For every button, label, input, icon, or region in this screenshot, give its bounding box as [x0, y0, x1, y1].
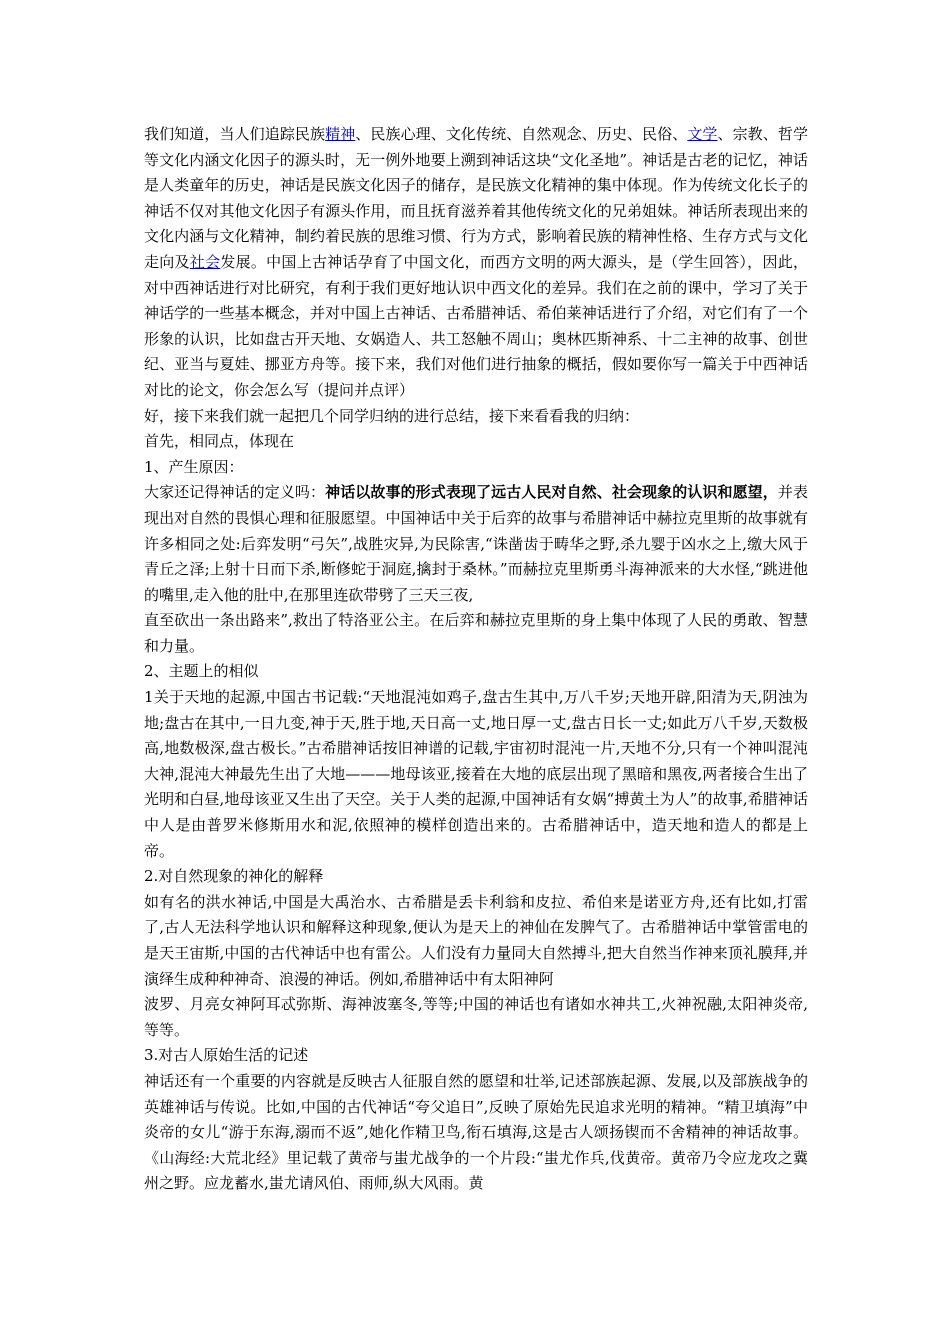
theme-paragraph: 1关于天地的起源,中国古书记载:“天地混沌如鸡子,盘古生其中,万八千岁;天地开辟,阳清为天,阴浊为地;盘古在其中,一日九变,神于天,胜于地,天日高一丈,地日厚一丈,盘古日长一丈;如此万八千岁,天数极高,地数极深,盘古极长。”古希腊神话按旧神谱的记载,宇宙初时混沌一片,天地不分,只有一个神叫混沌大神,混沌大神最先生出了大地———地母该亚,接着在大地的底层出现了黑暗和黑夜,两者接合生出了光明和白昼,地母该亚又生出了天空。关于人类的起源,中国神话有女娲“搏黄土为人”的故事,希腊神话中人是由普罗米修斯用水和泥,依照神的模样创造出来的。古希腊神话中，造天地和造人的都是上帝。: [144, 688, 808, 860]
myth-definition: 神话以故事的形式表现了远古人民对自然、社会现象的认识和愿望，: [325, 483, 778, 502]
heading-theme: 2、主题上的相似: [144, 662, 259, 681]
origin-paragraph-cont: 直至砍出一条出路来”,救出了特洛亚公主。在后弈和赫拉克里斯的身上集中体现了人民的勇敢、智慧和力量。: [144, 611, 808, 655]
heading-life: 3.对古人原始生活的记述: [144, 1046, 309, 1065]
origin-text-1: 大家还记得神话的定义吗：: [144, 483, 326, 502]
intro-paragraph: [144, 122, 808, 404]
heading-origin: 1、产生原因：: [144, 457, 244, 476]
nature-paragraph-cont: 波罗、月亮女神阿耳忒弥斯、海神波塞冬,等等;中国的神话也有诸如水神共工,火神祝融,太阳神炎帝,等等。: [144, 995, 808, 1039]
intro-text-2: 、民族心理、文化传统、自然观念、历史、民俗、: [355, 125, 688, 143]
intro-text-4: 发展。中国上古神话孕育了中国文化，而西方文明的两大源头，是（学生回答），因此，对中西神话进行对比研究，有利于我们更好地认识中西文化的差异。我们在之前的课中，学习了关于神话学的一些基本概念，并对中国上古神话、古希腊神话、希伯莱神话进行了介绍，对它们有了一个形象的认识，比如盘古开天地、女娲造人、共工怒触不周山；奥林匹斯神系、十二主神的故事、创世纪、亚当与夏娃、挪亚方舟等。接下来，我们对他们进行抽象的概括，假如要你写一篇关于中西神话对比的论文，你会怎么写（提问并点评）: [144, 252, 808, 399]
life-paragraph: 神话还有一个重要的内容就是反映古人征服自然的愿望和壮举,记述部族起源、发展,以及部族战争的英雄神话与传说。比如,中国的古代神话“夸父追日”,反映了原始先民追求光明的精神。“精卫填海”中炎帝的女儿“游于东海,溺而不返”,她化作精卫鸟,衔石填海,这是古人颂扬锲而不舍精神的神话故事。《山海经:大荒北经》里记载了黄帝与蚩尤战争的一个片段:“蚩尤作兵,伐黄帝。黄帝乃令应龙攻之冀州之野。应龙蓄水,蚩尤请风伯、雨师,纵大风雨。黄: [144, 1071, 808, 1193]
document-body: [144, 122, 808, 1197]
origin-text-2: 并表现出对自然的畏惧心理和征服愿望。中国神话中关于后弈的故事与希腊神话中赫拉克里斯的故事就有许多相同之处:后弈发明“弓矢”,战胜灾异,为民除害,“诛凿齿于畴华之野,杀九婴于凶水之上,缴大风于青丘之泽;上射十日而下杀,断修蛇于洞庭,擒封于桑林。”而赫拉克里斯勇斗海神派来的大水怪,“跳进他的嘴里,走入他的肚中,在那里连砍带劈了三天三夜,: [144, 483, 808, 604]
link-wenxue[interactable]: 文学: [687, 125, 718, 143]
intro-text-1: 我们知道，当人们追踪民族: [144, 125, 326, 143]
intro-text-3: 、宗教、哲学等文化内涵文化因子的源头时，无一例外地要上溯到神话这块“文化圣地”。神话是古老的记忆，神话是人类童年的历史，神话是民族文化因子的储存，是民族文化精神的集中体现。作为传统文化长子的神话不仅对其他文化因子有源头作用，而且抚育滋养着其他传统文化的兄弟姐妹。神话所表现出来的文化内涵与文化精神，制约着民族的思维习惯、行为方式，影响着民族的精神性格、生存方式与文化走向及: [144, 125, 808, 271]
link-shehui[interactable]: 社会: [189, 252, 221, 271]
link-jingshen[interactable]: 精神: [325, 125, 356, 143]
heading-nature: 2.对自然现象的神化的解释: [144, 867, 324, 886]
first-line: 首先，相同点，体现在: [144, 432, 295, 451]
nature-paragraph: 如有名的洪水神话,中国是大禹治水、古希腊是丢卡利翁和皮拉、希伯来是诺亚方舟,还有比如,打雷了,古人无法科学地认识和解释这种现象,便认为是天上的神仙在发脾气了。古希腊神话中掌管雷电的是天王宙斯,中国的古代神话中也有雷公。人们没有力量同大自然搏斗,把大自然当作神来顶礼膜拜,并演绎生成种种神奇、浪漫的神话。例如,希腊神话中有太阳神阿: [144, 892, 808, 988]
origin-paragraph: [144, 480, 808, 608]
summary-line: 好，接下来我们就一起把几个同学归纳的进行总结，接下来看看我的归纳：: [144, 406, 640, 425]
